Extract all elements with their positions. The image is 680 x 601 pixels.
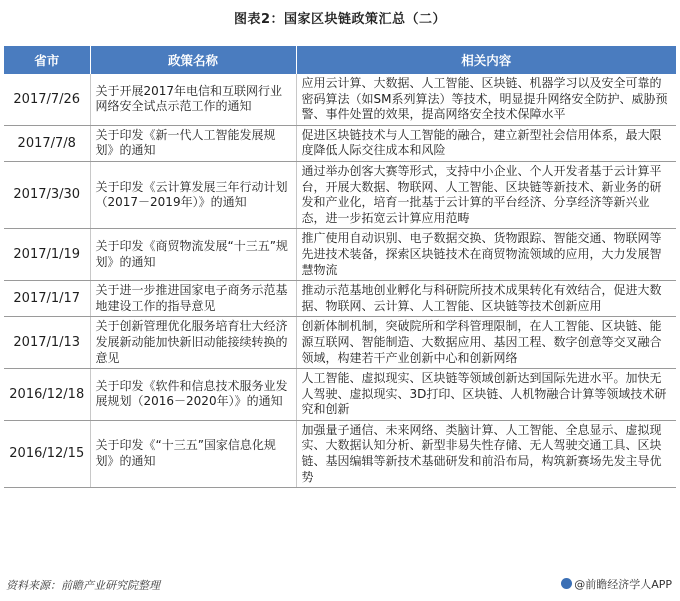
row-policy-name: 关于创新管理优化服务培育壮大经济发展新动能加快新旧动能接续转换的意见	[90, 317, 296, 369]
table-row	[4, 281, 676, 317]
row-policy-name: 关于印发《商贸物流发展“十三五”规划》的通知	[90, 229, 296, 281]
brand-credit	[561, 576, 672, 592]
table-row	[4, 74, 676, 125]
policy-table	[4, 46, 676, 488]
table-row	[4, 125, 676, 161]
row-content: 推动示范基地创业孵化与科研院所技术成果转化有效结合，促进大数据、物联网、云计算、人工智能、区块链等技术创新应用	[296, 281, 676, 317]
table-row	[4, 369, 676, 421]
row-date: 2017/7/26	[4, 74, 90, 125]
table-row	[4, 229, 676, 281]
header-province: 省市	[4, 46, 90, 74]
row-policy-name: 关于印发《新一代人工智能发展规划》的通知	[90, 125, 296, 161]
row-policy-name: 关于印发《软件和信息技术服务业发展规划（2016－2020年）》的通知	[90, 369, 296, 421]
row-content: 人工智能、虚拟现实、区块链等领域创新达到国际先进水平。加快无人驾驶、虚拟现实、3D打印、区块链、人机物融合计算等领域技术研究和创新	[296, 369, 676, 421]
chart-title: 图表2：国家区块链政策汇总（二）	[233, 12, 447, 27]
brand-logo-icon	[561, 578, 572, 589]
row-date: 2016/12/18	[4, 369, 90, 421]
row-policy-name: 关于印发《云计算发展三年行动计划（2017－2019年）》的通知	[90, 161, 296, 228]
table-row	[4, 317, 676, 369]
row-content: 促进区块链技术与人工智能的融合，建立新型社会信用体系，最大限度降低人际交往成本和风险	[296, 125, 676, 161]
row-content: 推广使用自动识别、电子数据交换、货物跟踪、智能交通、物联网等先进技术装备，探索区块链技术在商贸物流领域的应用，大力发展智慧物流	[296, 229, 676, 281]
header-policy-name: 政策名称	[90, 46, 296, 74]
row-date: 2017/3/30	[4, 161, 90, 228]
row-policy-name: 关于进一步推进国家电子商务示范基地建设工作的指导意见	[90, 281, 296, 317]
row-policy-name: 关于印发《“十三五”国家信息化规划》的通知	[90, 420, 296, 487]
source-note: 资料来源：前瞻产业研究院整理	[6, 579, 160, 592]
row-content: 应用云计算、大数据、人工智能、区块链、机器学习以及安全可靠的密码算法（如SM系列算法）等技术，明显提升网络安全防护、威胁预警、事件处置的效果，提高网络安全技术保障水平	[296, 74, 676, 125]
table-header-row	[4, 46, 676, 74]
header-content: 相关内容	[296, 46, 676, 74]
row-content: 创新体制机制，突破院所和学科管理限制，在人工智能、区块链、能源互联网、智能制造、大数据应用、基因工程、数字创意等交叉融合领域，构建若干产业创新中心和创新网络	[296, 317, 676, 369]
row-policy-name: 关于开展2017年电信和互联网行业网络安全试点示范工作的通知	[90, 74, 296, 125]
brand-label: @前瞻经济学人APP	[574, 578, 672, 591]
row-date: 2017/7/8	[4, 125, 90, 161]
row-content: 加强量子通信、未来网络、类脑计算、人工智能、全息显示、虚拟现实、大数据认知分析、新型非易失性存储、无人驾驶交通工具、区块链、基因编辑等新技术基础研发和前沿布局，构筑新赛场先发主导优势	[296, 420, 676, 487]
row-content: 通过举办创客大赛等形式，支持中小企业、个人开发者基于云计算平台，开展大数据、物联网、人工智能、区块链等新技术、新业务的研发和产业化，培育一批基于云计算的平台经济、分享经济等新兴业态，进一步拓宽云计算应用范畴	[296, 161, 676, 228]
row-date: 2017/1/13	[4, 317, 90, 369]
row-date: 2017/1/17	[4, 281, 90, 317]
row-date: 2017/1/19	[4, 229, 90, 281]
table-row	[4, 161, 676, 228]
row-date: 2016/12/15	[4, 420, 90, 487]
table-row	[4, 420, 676, 487]
